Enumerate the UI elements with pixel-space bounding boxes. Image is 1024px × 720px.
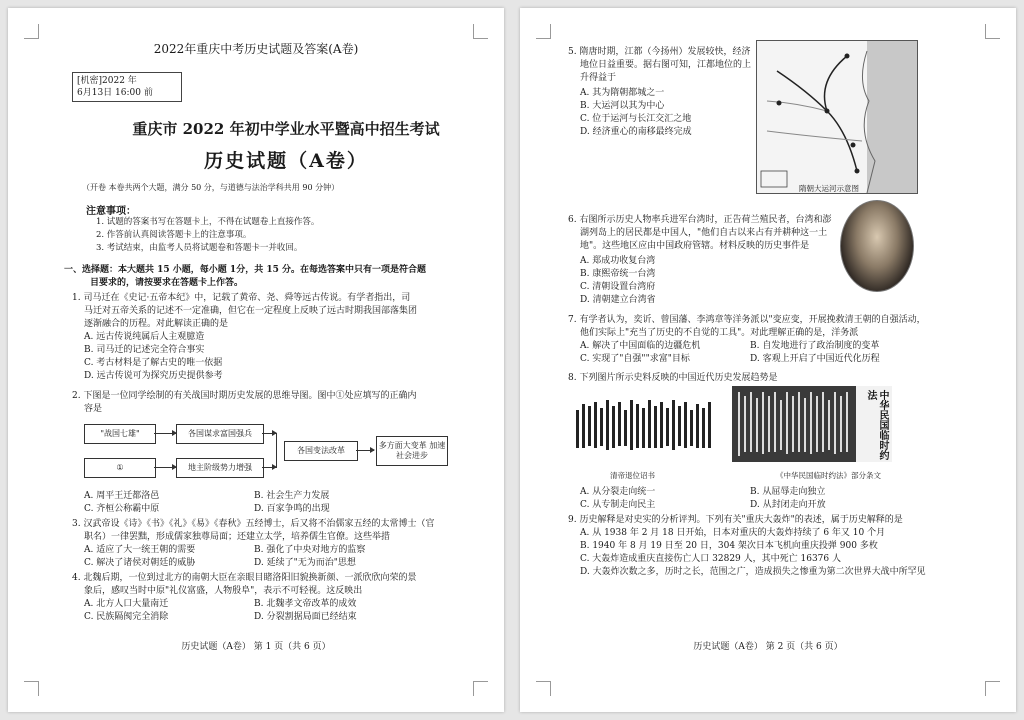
historical-figure-portrait bbox=[840, 200, 914, 292]
crop-mark bbox=[985, 681, 1000, 696]
constitution-title: 中华民国临时约法 bbox=[865, 390, 888, 460]
crop-mark bbox=[24, 24, 39, 39]
answer-option: C. 清朝设置台湾府 bbox=[580, 282, 656, 292]
text-line: 3. 汉武帝设《诗》《书》《礼》《易》《春秋》五经博士，后又将不治儒家五经的太常博士（官 bbox=[72, 519, 435, 529]
text-line: 5. 隋唐时期，江都（今扬州）发展较快，经济 bbox=[568, 47, 751, 57]
crop-mark bbox=[473, 681, 488, 696]
page-footer: 历史试题（A卷） 第 2 页（共 6 页） bbox=[693, 642, 843, 652]
abdication-edict-image bbox=[572, 396, 722, 462]
answer-option: B. 自发地进行了政治制度的变革 bbox=[750, 341, 880, 351]
text-line: 容是 bbox=[84, 404, 103, 414]
answer-option: B. 司马迁的记述完全符合事实 bbox=[84, 345, 205, 355]
diagram-box: ① bbox=[84, 458, 156, 478]
answer-option: A. 其为隋朝都城之一 bbox=[580, 88, 665, 98]
text-line: 他们实际上"充当了历史的不自觉的工具"。对此理解正确的是，洋务派 bbox=[580, 328, 859, 338]
answer-option: B. 从屈辱走向独立 bbox=[750, 487, 826, 497]
connector-line bbox=[262, 433, 276, 434]
answer-option: C. 实现了"自强""求富"目标 bbox=[580, 354, 690, 364]
map-caption: 隋朝大运河示意图 bbox=[799, 184, 859, 193]
text-line: 9. 历史解释是对史实的分析评判。下列有关"重庆大轰炸"的表述，属于历史解释的是 bbox=[568, 515, 903, 525]
arrow-icon bbox=[154, 467, 176, 468]
question-3 bbox=[72, 518, 434, 570]
answer-option: B. 大运河以其为中心 bbox=[580, 101, 665, 111]
text-line: 8. 下列图片所示史料反映的中国近代历史发展趋势是 bbox=[568, 373, 778, 383]
crop-mark bbox=[24, 681, 39, 696]
diagram-box: "战国七雄" bbox=[84, 424, 156, 444]
answer-option: B. 社会生产力发展 bbox=[254, 491, 330, 501]
question-8 bbox=[568, 372, 777, 385]
answer-option: D. 经济重心的南移最终完成 bbox=[580, 127, 692, 137]
document-icon bbox=[572, 396, 722, 462]
exam-note: （开卷 本卷共两个大题，满分 50 分，与道德与法治学科共用 90 分钟） bbox=[82, 183, 340, 192]
note-item: 1. 试题的答案书写在答题卡上，不得在试题卷上直接作答。 bbox=[96, 217, 320, 227]
text-line: 职名）一律罢黜，形成儒家独尊局面；还建立太学，培养儒生官僚。这些举措 bbox=[84, 532, 391, 542]
image-caption: 《中华民国临时约法》部分条文 bbox=[776, 471, 881, 480]
stamp-line: [机密]2022 年 bbox=[77, 76, 137, 86]
answer-option: D. 清朝建立台湾省 bbox=[580, 295, 656, 305]
connector-line bbox=[276, 433, 277, 468]
text-line: 地位日益重要。据右图可知，江都地位的上 bbox=[580, 60, 752, 70]
text-line: 2. 下图是一位同学绘制的有关战国时期历史发展的思维导图。图中①处应填写的正确内 bbox=[72, 391, 417, 401]
answer-option: D. 延续了"无为而治"思想 bbox=[254, 558, 356, 568]
subject-title: 历史试题（A卷） bbox=[204, 150, 368, 172]
text-line: 目要求的，请按要求在答题卡上作答。 bbox=[90, 278, 244, 288]
diagram-box: 各国谋求富国强兵 bbox=[176, 424, 264, 444]
mind-map-diagram bbox=[84, 420, 454, 490]
answer-option: A. 从分裂走向统一 bbox=[580, 487, 656, 497]
page-2 bbox=[520, 8, 1016, 712]
question-9 bbox=[568, 514, 926, 579]
answer-option: C. 民族隔阂完全消除 bbox=[84, 612, 169, 622]
image-caption: 清帝退位诏书 bbox=[610, 471, 655, 480]
question-5 bbox=[568, 46, 751, 139]
question-7 bbox=[568, 314, 926, 366]
map-icon bbox=[757, 41, 917, 193]
answer-option: A. 周平王迁都洛邑 bbox=[84, 491, 160, 501]
answer-option: C. 齐桓公称霸中原 bbox=[84, 504, 160, 514]
text-line: 湖列岛上的居民都是中国人，"他们自古以来占有并耕种这一土 bbox=[580, 228, 828, 238]
notes-heading: 注意事项： bbox=[86, 206, 136, 217]
text-line: 1. 司马迁在《史记·五帝本纪》中，记载了黄帝、尧、舜等远古传说。有学者指出，司 bbox=[72, 293, 411, 303]
arrow-icon bbox=[154, 433, 176, 434]
answer-option: D. 远古传说可为探究历史提供参考 bbox=[84, 371, 223, 381]
question-1 bbox=[72, 292, 417, 383]
page-1 bbox=[8, 8, 504, 712]
answer-option: C. 位于运河与长江交汇之地 bbox=[580, 114, 692, 124]
answer-option: B. 1940 年 8 月 19 日至 20 日，304 架次日本飞机向重庆投弹 900 多枚 bbox=[580, 541, 878, 551]
answer-option: A. 解决了中国面临的边疆危机 bbox=[580, 341, 701, 351]
text-line: 地"。这些地区应由中国政府管辖。材料反映的历史事件是 bbox=[580, 241, 810, 251]
exam-title: 重庆市 2022 年初中学业水平暨高中招生考试 bbox=[132, 120, 440, 138]
diagram-box: 地主阶级势力增强 bbox=[176, 458, 264, 478]
note-item: 2. 作答前认真阅读答题卡上的注意事项。 bbox=[96, 230, 252, 240]
answer-option: D. 客观上开启了中国近代化历程 bbox=[750, 354, 880, 364]
answer-option: D. 百家争鸣的出现 bbox=[254, 504, 330, 514]
text-line: 4. 北魏后期，一位到过北方的南朝大臣在亲眼目睹洛阳旧貌换新颜、一派欣欣向荣的景 bbox=[72, 573, 417, 583]
answer-option: C. 考古材料是了解古史的唯一依据 bbox=[84, 358, 223, 368]
stamp-line: 6月13日 16:00 前 bbox=[77, 88, 153, 98]
provisional-constitution-image bbox=[732, 386, 892, 462]
answer-option: C. 解决了诸侯对朝廷的威胁 bbox=[84, 558, 196, 568]
text-line: 升得益于 bbox=[580, 73, 617, 83]
crop-mark bbox=[473, 24, 488, 39]
diagram-box: 多方面大变革 加速社会进步 bbox=[376, 436, 448, 466]
answer-option: A. 北方人口大量南迁 bbox=[84, 599, 169, 609]
answer-option: A. 适应了大一统王朝的需要 bbox=[84, 545, 196, 555]
text-line: 6. 右图所示历史人物率兵进军台湾时，正告荷兰殖民者，台湾和澎 bbox=[568, 215, 832, 225]
section-instructions bbox=[64, 264, 426, 290]
page-footer: 历史试题（A卷） 第 1 页（共 6 页） bbox=[181, 642, 331, 652]
answer-option: A. 郑成功收复台湾 bbox=[580, 256, 656, 266]
answer-option: B. 北魏孝文帝改革的成效 bbox=[254, 599, 357, 609]
arrow-icon bbox=[356, 450, 374, 451]
answer-option: D. 从封闭走向开放 bbox=[750, 500, 826, 510]
question-8-options bbox=[580, 486, 960, 512]
answer-option: A. 从 1938 年 2 月 18 日开始，日本对重庆的大轰炸持续了 6 年又 10 个月 bbox=[580, 528, 886, 538]
crop-mark bbox=[985, 24, 1000, 39]
grand-canal-map bbox=[756, 40, 918, 194]
confidential-stamp bbox=[72, 72, 182, 102]
crop-mark bbox=[536, 681, 551, 696]
text-line: 7. 有学者认为，奕䜣、曾国藩、李鸿章等洋务派以"变应变，开展挽救清王朝的自强活动， bbox=[568, 315, 926, 325]
answer-option: B. 康熙帝统一台湾 bbox=[580, 269, 656, 279]
text-line: 逐渐融合的历程。对此解读正确的是 bbox=[84, 319, 229, 329]
question-6 bbox=[568, 214, 831, 307]
notes-list bbox=[96, 216, 319, 255]
note-item: 3. 考试结束，由监考人员将试题卷和答题卡一并收回。 bbox=[96, 243, 303, 253]
crop-mark bbox=[536, 24, 551, 39]
diagram-box: 各国变法改革 bbox=[284, 441, 358, 461]
answer-option: D. 分裂割据局面已经结束 bbox=[254, 612, 357, 622]
answer-option: C. 大轰炸造成重庆直接伤亡人口 32829 人，其中死亡 16376 人 bbox=[580, 554, 841, 564]
text-line: 一、选择题：本大题共 15 小题，每小题 1分，共 15 分。在每选答案中只有一项是符合题 bbox=[64, 265, 426, 275]
question-2 bbox=[72, 390, 416, 416]
answer-option: D. 大轰炸次数之多，历时之长，范围之广，造成损失之惨重为第二次世界大战中所罕见 bbox=[580, 567, 926, 577]
question-4 bbox=[72, 572, 416, 624]
document-title: 2022年重庆中考历史试题及答案(A卷) bbox=[153, 42, 359, 56]
answer-option: C. 从专制走向民主 bbox=[580, 500, 656, 510]
text-line: 马迁对五帝关系的记述不一定准确，但它在一定程度上反映了远古时期我国部落集团 bbox=[84, 306, 418, 316]
answer-option: B. 强化了中央对地方的监察 bbox=[254, 545, 366, 555]
text-line: 象后，感叹当时中原"礼仪富盛，人物殷阜"，表示不可轻视。这反映出 bbox=[84, 586, 363, 596]
answer-option: A. 远古传说纯属后人主观臆造 bbox=[84, 332, 205, 342]
question-2-options bbox=[84, 490, 454, 516]
connector-line bbox=[262, 467, 276, 468]
